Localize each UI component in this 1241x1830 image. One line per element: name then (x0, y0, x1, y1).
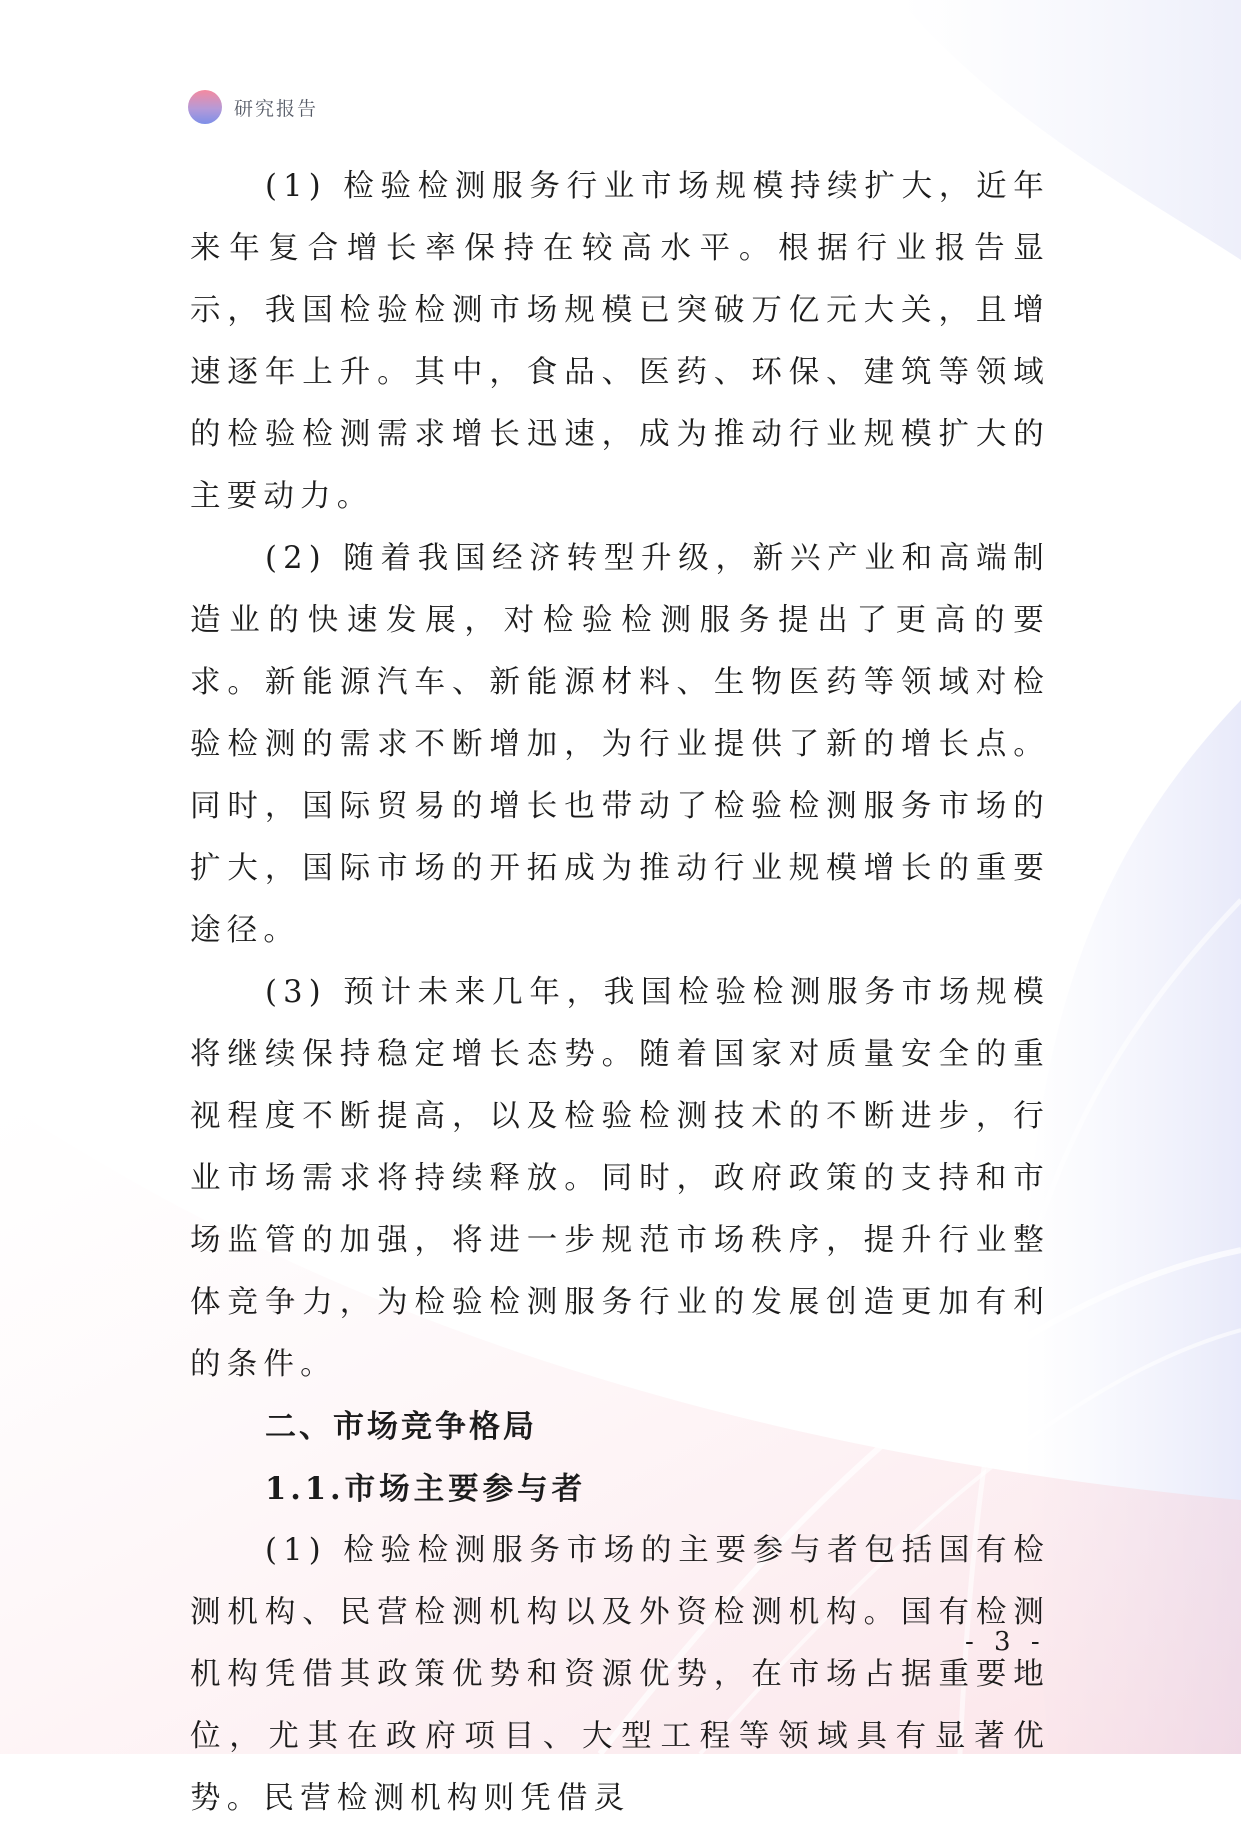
section-heading: 二、市场竞争格局 (265, 1409, 537, 1445)
report-logo-icon (188, 90, 222, 124)
paragraph-1: (1) 检验检测服务行业市场规模持续扩大，近年来年复合增长率保持在较高水平。根据行业报告显示，我国检验检测市场规模已突破万亿元大关，且增速逐年上升。其中，食品、医药、环保、建筑等领域的检验检测需求增长迅速，成为推动行业规模扩大的主要动力。 (190, 169, 1050, 514)
subsection-heading: 1.1.市场主要参与者 (265, 1471, 587, 1507)
paragraph-2: (2) 随着我国经济转型升级，新兴产业和高端制造业的快速发展，对检验检测服务提出了更高的要求。新能源汽车、新能源材料、生物医药等领域对检验检测的需求不断增加，为行业提供了新的增长点。同时，国际贸易的增长也带动了检验检测服务市场的扩大，国际市场的开拓成为推动行业规模增长的重要途径。 (190, 541, 1050, 948)
page-header (188, 90, 318, 124)
document-body (190, 156, 1050, 1830)
paragraph-4: (1) 检验检测服务市场的主要参与者包括国有检测机构、民营检测机构以及外资检测机构。国有检测机构凭借其政策优势和资源优势，在市场占据重要地位，尤其在政府项目、大型工程等领域具有显著优势。民营检测机构则凭借灵 (190, 1533, 1050, 1816)
page-number: - 3 - (965, 1627, 1046, 1657)
header-title: 研究报告 (234, 97, 319, 120)
paragraph-3: (3) 预计未来几年，我国检验检测服务市场规模将继续保持稳定增长态势。随着国家对质量安全的重视程度不断提高，以及检验检测技术的不断进步，行业市场需求将持续释放。同时，政府政策的支持和市场监管的加强，将进一步规范市场秩序，提升行业整体竞争力，为检验检测服务行业的发展创造更加有利的条件。 (190, 975, 1050, 1382)
